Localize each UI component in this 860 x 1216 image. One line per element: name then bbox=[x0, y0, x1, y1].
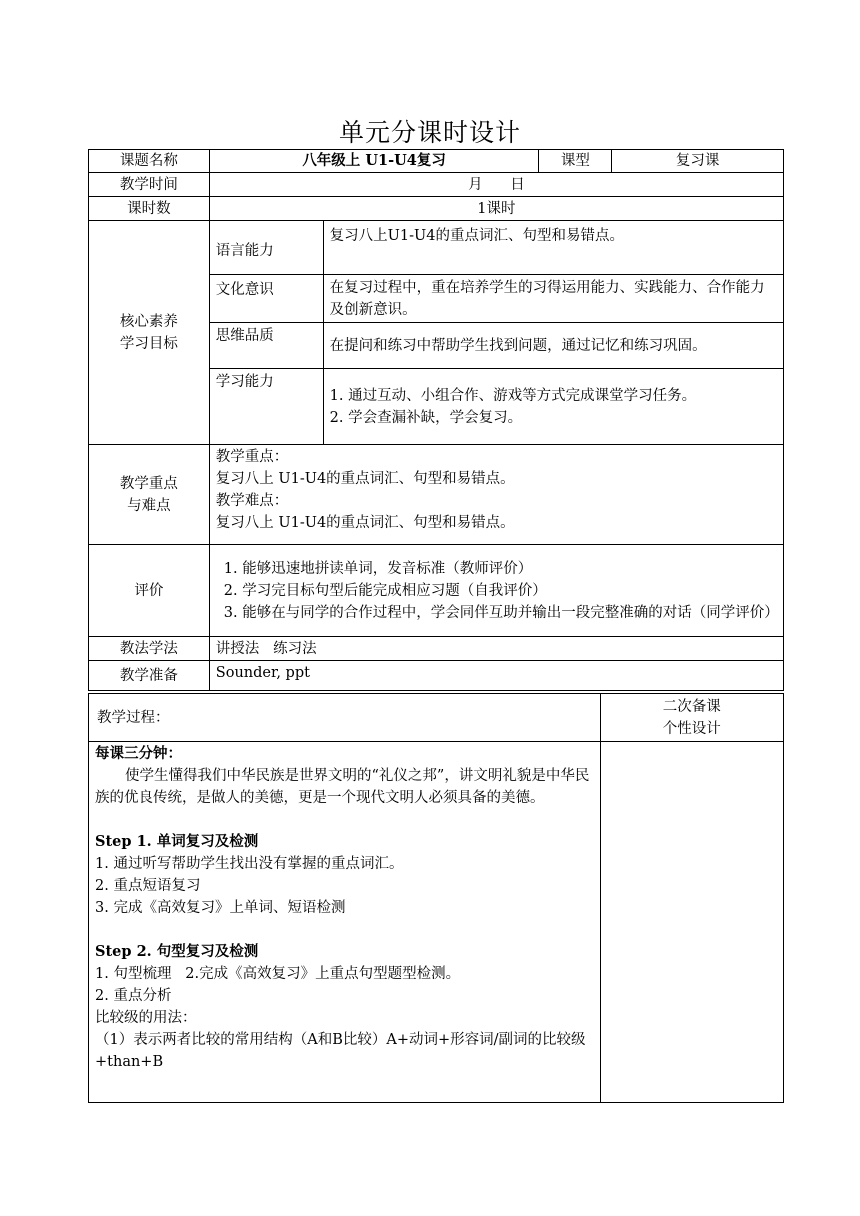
focus-line: 复习八上 U1-U4的重点词汇、句型和易错点。 bbox=[215, 515, 515, 531]
list-item: 2. 学会查漏补缺，学会复习。 bbox=[329, 409, 523, 426]
evaluation-item: 2. 学习完目标句型后能完成相应习题（自我评价） bbox=[223, 582, 547, 599]
second-prep-cell[interactable] bbox=[600, 742, 783, 1103]
prep-value: Sounder, ppt bbox=[209, 661, 783, 691]
course-label: 课题名称 bbox=[89, 150, 210, 173]
hours-value: 1课时 bbox=[209, 197, 783, 221]
evaluation-item: 3. 能够在与同学的合作过程中，学会同伴互助并输出一段完整准确的对话（同学评价） bbox=[223, 604, 779, 621]
evaluation-item: 1. 能够迅速地拼读单词，发音标准（教师评价） bbox=[223, 560, 533, 577]
process-label: 教学过程： bbox=[89, 694, 601, 742]
method-label: 教法学法 bbox=[89, 637, 210, 661]
focus-content bbox=[209, 445, 783, 545]
core-label bbox=[89, 221, 210, 445]
process-content bbox=[89, 742, 601, 1103]
core-item-name: 语言能力 bbox=[209, 221, 323, 275]
core-item-content: 在复习过程中，重在培养学生的习得运用能力、实践能力、合作能力及创新意识。 bbox=[323, 275, 783, 323]
focus-line: 教学难点： bbox=[215, 493, 289, 509]
evaluation-label: 评价 bbox=[89, 545, 210, 637]
step1-item: 2. 重点短语复习 bbox=[95, 878, 201, 894]
core-item-content: 复习八上U1-U4的重点词汇、句型和易错点。 bbox=[323, 221, 783, 275]
second-prep-line1: 二次备课 bbox=[662, 698, 721, 715]
step1-title: Step 1. 单词复习及检测 bbox=[95, 833, 259, 850]
second-prep-label bbox=[600, 694, 783, 742]
type-value: 复习课 bbox=[612, 150, 784, 173]
list-item: 1. 通过互动、小组合作、游戏等方式完成课堂学习任务。 bbox=[329, 387, 697, 404]
step1-item: 3. 完成《高效复习》上单词、短语检测 bbox=[95, 900, 346, 916]
core-label-line2: 学习目标 bbox=[119, 335, 178, 352]
hours-label: 课时数 bbox=[89, 197, 210, 221]
evaluation-content bbox=[209, 545, 783, 637]
step2-item: 1. 句型梳理 2.完成《高效复习》上重点句型题型检测。 bbox=[95, 966, 461, 982]
time-value: 月 日 bbox=[209, 173, 783, 197]
lesson-design-table bbox=[88, 149, 784, 691]
page-title: 单元分课时设计 bbox=[338, 118, 521, 147]
time-label: 教学时间 bbox=[89, 173, 210, 197]
core-label-line1: 核心素养 bbox=[119, 313, 178, 330]
method-value: 讲授法 练习法 bbox=[209, 637, 783, 661]
focus-label-line1: 教学重点 bbox=[119, 475, 178, 492]
focus-label bbox=[89, 445, 210, 545]
second-prep-line2: 个性设计 bbox=[662, 720, 721, 737]
core-item-content: 在提问和练习中帮助学生找到问题，通过记忆和练习巩固。 bbox=[323, 323, 783, 369]
type-label: 课型 bbox=[539, 150, 612, 173]
focus-line: 复习八上 U1-U4的重点词汇、句型和易错点。 bbox=[215, 471, 515, 487]
step2-item: 2. 重点分析 bbox=[95, 988, 172, 1004]
usage-text: （1）表示两者比较的常用结构（A和B比较）A+动词+形容词/副词的比较级+than+B bbox=[95, 1032, 586, 1070]
focus-line: 教学重点： bbox=[215, 449, 289, 465]
three-min-text: 使学生懂得我们中华民族是世界文明的“礼仪之邦”，讲文明礼貌是中华民族的优良传统，是做人的美德，更是一个现代文明人必须具备的美德。 bbox=[95, 768, 590, 806]
prep-label: 教学准备 bbox=[89, 661, 210, 691]
usage-title: 比较级的用法： bbox=[95, 1010, 197, 1026]
spacer bbox=[95, 919, 594, 941]
course-value: 八年级上 U1-U4复习 bbox=[209, 150, 539, 173]
step2-title: Step 2. 句型复习及检测 bbox=[95, 943, 259, 960]
core-item-name: 文化意识 bbox=[209, 275, 323, 323]
core-item-name: 思维品质 bbox=[209, 323, 323, 369]
core-item-list bbox=[323, 369, 783, 445]
spacer bbox=[95, 809, 594, 831]
core-item-name: 学习能力 bbox=[209, 369, 323, 445]
focus-label-line2: 与难点 bbox=[127, 497, 171, 514]
three-min-title: 每课三分钟： bbox=[95, 745, 182, 762]
process-table bbox=[88, 693, 784, 1103]
step1-item: 1. 通过听写帮助学生找出没有掌握的重点词汇。 bbox=[95, 856, 404, 872]
